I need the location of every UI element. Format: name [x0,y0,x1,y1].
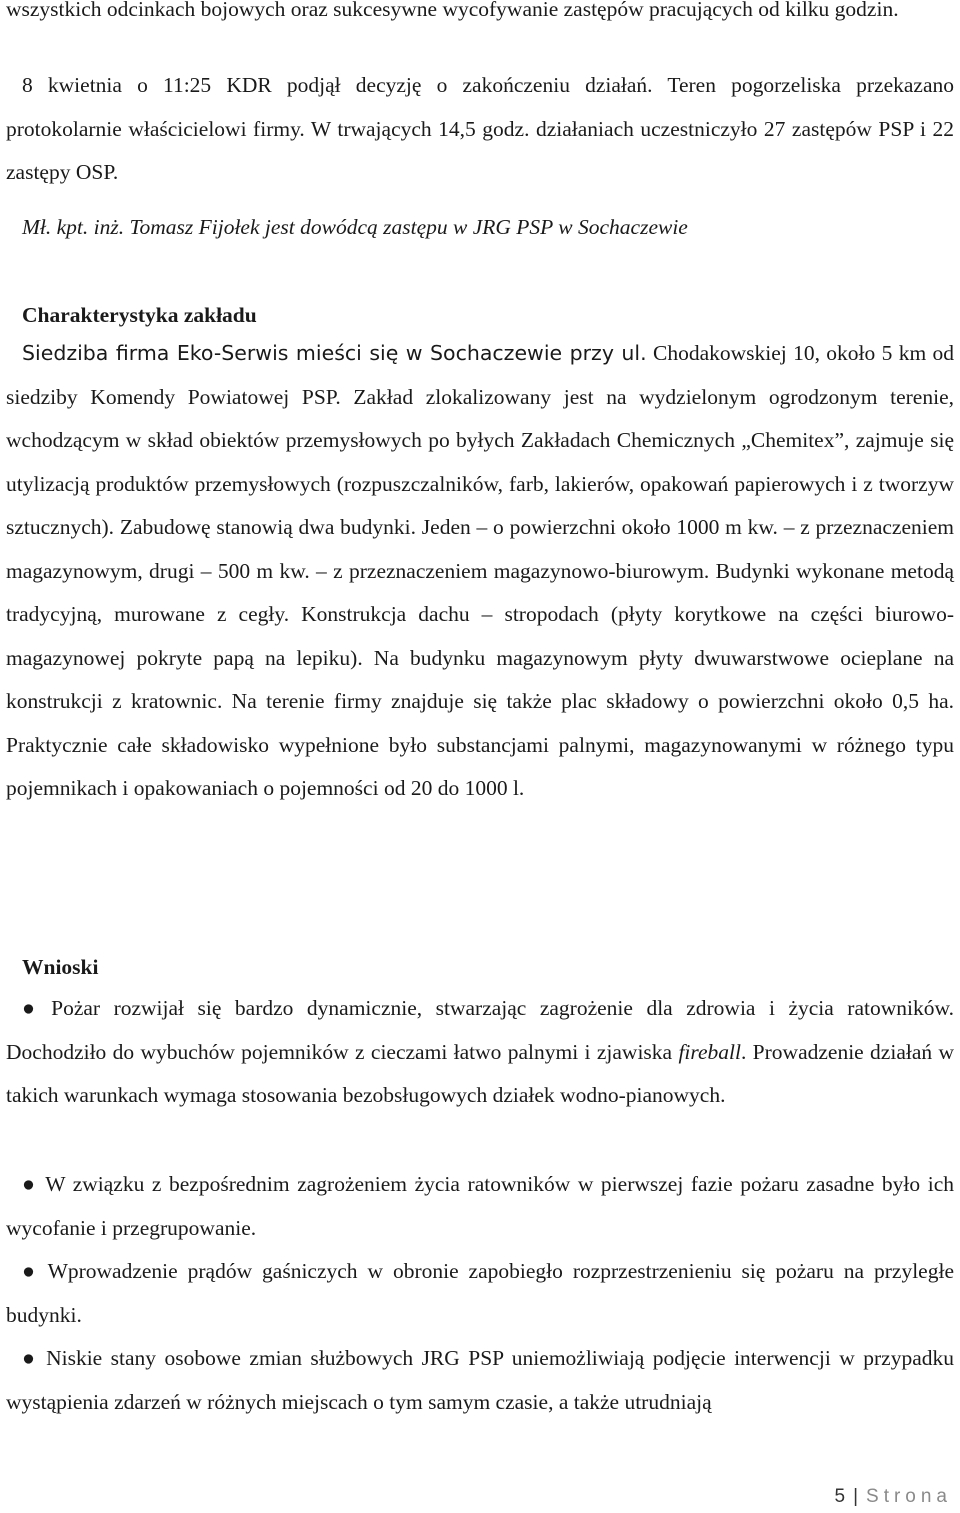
bullet-icon: ● [22,1346,39,1370]
plant-paragraph-lead: Siedziba firma Eko-Serwis mieści się w Sochaczewie przy ul. [22,341,647,365]
bullet-icon: ● [22,1259,40,1283]
conclusion-item-2 [6,1163,954,1250]
plant-paragraph-body: Chodakowskiej 10, około 5 km od siedziby Komendy Powiatowej PSP. Zakład zlokalizowany jest na wydzielonym ogrodzonym terenie, wchodzącym w skład obiektów przemysłowych po byłych Zakładach Chemicznych „Chemitex”, zajmuje się utylizacją produktów przemysłowych (rozpuszczalników, farb, lakierów, opakowań papierowych i z tworzyw sztucznych). Zabudowę stanowią dwa budynki. Jeden – o powierzchni około 1000 m kw. – z przeznaczeniem magazynowym, drugi – 500 m kw. – z przeznaczeniem magazynowo-biurowym. Budynki wykonane metodą tradycyjną, murowane z cegły. Konstrukcja dachu – stropodach (płyty korytkowe na części biurowo-magazynowej pokryte papą na lepiku). Na budynku magazynowym płyty dwuwarstwowe ocieplane na konstrukcji z kratownic. Na terenie firmy znajduje się także plac składowy o powierzchni około 0,5 ha. Praktycznie całe składowisko wypełnione było substancjami palnymi, magazynowanymi w różnego typu pojemnikach i opakowaniach o pojemności od 20 do 1000 l. [6,341,955,800]
conclusion-item-1-text: Pożar rozwijał się bardzo dynamicznie, stwarzając zagrożenie dla zdrowia i życia ratowników. Dochodziło do wybuchów pojemników z cieczami łatwo palnymi i zjawiska [6,996,954,1064]
conclusion-item-1-tail: . Prowadzenie działań w takich warunkach wymaga stosowania bezobsługowych działek wodno-pianowych. [6,1039,954,1107]
intro-paragraph: wszystkich odcinkach bojowych oraz sukcesywne wycofywanie zastępów pracujących od kilku godzin. [6,0,899,21]
conclusion-item-1-italic: fireball [678,1039,741,1064]
page-footer [835,1486,953,1508]
april-paragraph: 8 kwietnia o 11:25 KDR podjął decyzję o zakończeniu działań. Teren pogorzeliska przekazano protokolarnie właścicielowi firmy. W trwających 14,5 godz. działaniach uczestniczyło 27 zastępów PSP i 22 zastępy OSP. [6,73,954,184]
conclusion-item-4 [6,1337,954,1424]
conclusion-item-3-text: Wprowadzenie prądów gaśniczych w obronie zapobiegło rozprzestrzenieniu się pożaru na przyległe budynki. [6,1259,954,1327]
bullet-icon: ● [22,1172,38,1196]
footer-separator: | [853,1486,859,1507]
bullet-icon: ● [22,996,44,1020]
page-label: Strona [866,1486,952,1507]
page-number: 5 [834,1486,846,1507]
conclusion-item-3 [6,1250,954,1337]
plant-paragraph [6,332,954,811]
conclusion-item-1 [6,987,954,1118]
section-heading-plant: Charakterystyka zakładu [22,303,257,327]
conclusion-item-2-text: W związku z bezpośrednim zagrożeniem życia ratowników w pierwszej fazie pożaru zasadne było ich wycofanie i przegrupowanie. [6,1172,954,1240]
author-note: Mł. kpt. inż. Tomasz Fijołek jest dowódcą zastępu w JRG PSP w Sochaczewie [22,215,688,239]
section-heading-conclusions: Wnioski [22,955,99,979]
conclusion-item-4-text: Niskie stany osobowe zmian służbowych JRG PSP uniemożliwiają podjęcie interwencji w przypadku wystąpienia zdarzeń w różnych miejscach o tym samym czasie, a także utrudniają [6,1346,954,1414]
